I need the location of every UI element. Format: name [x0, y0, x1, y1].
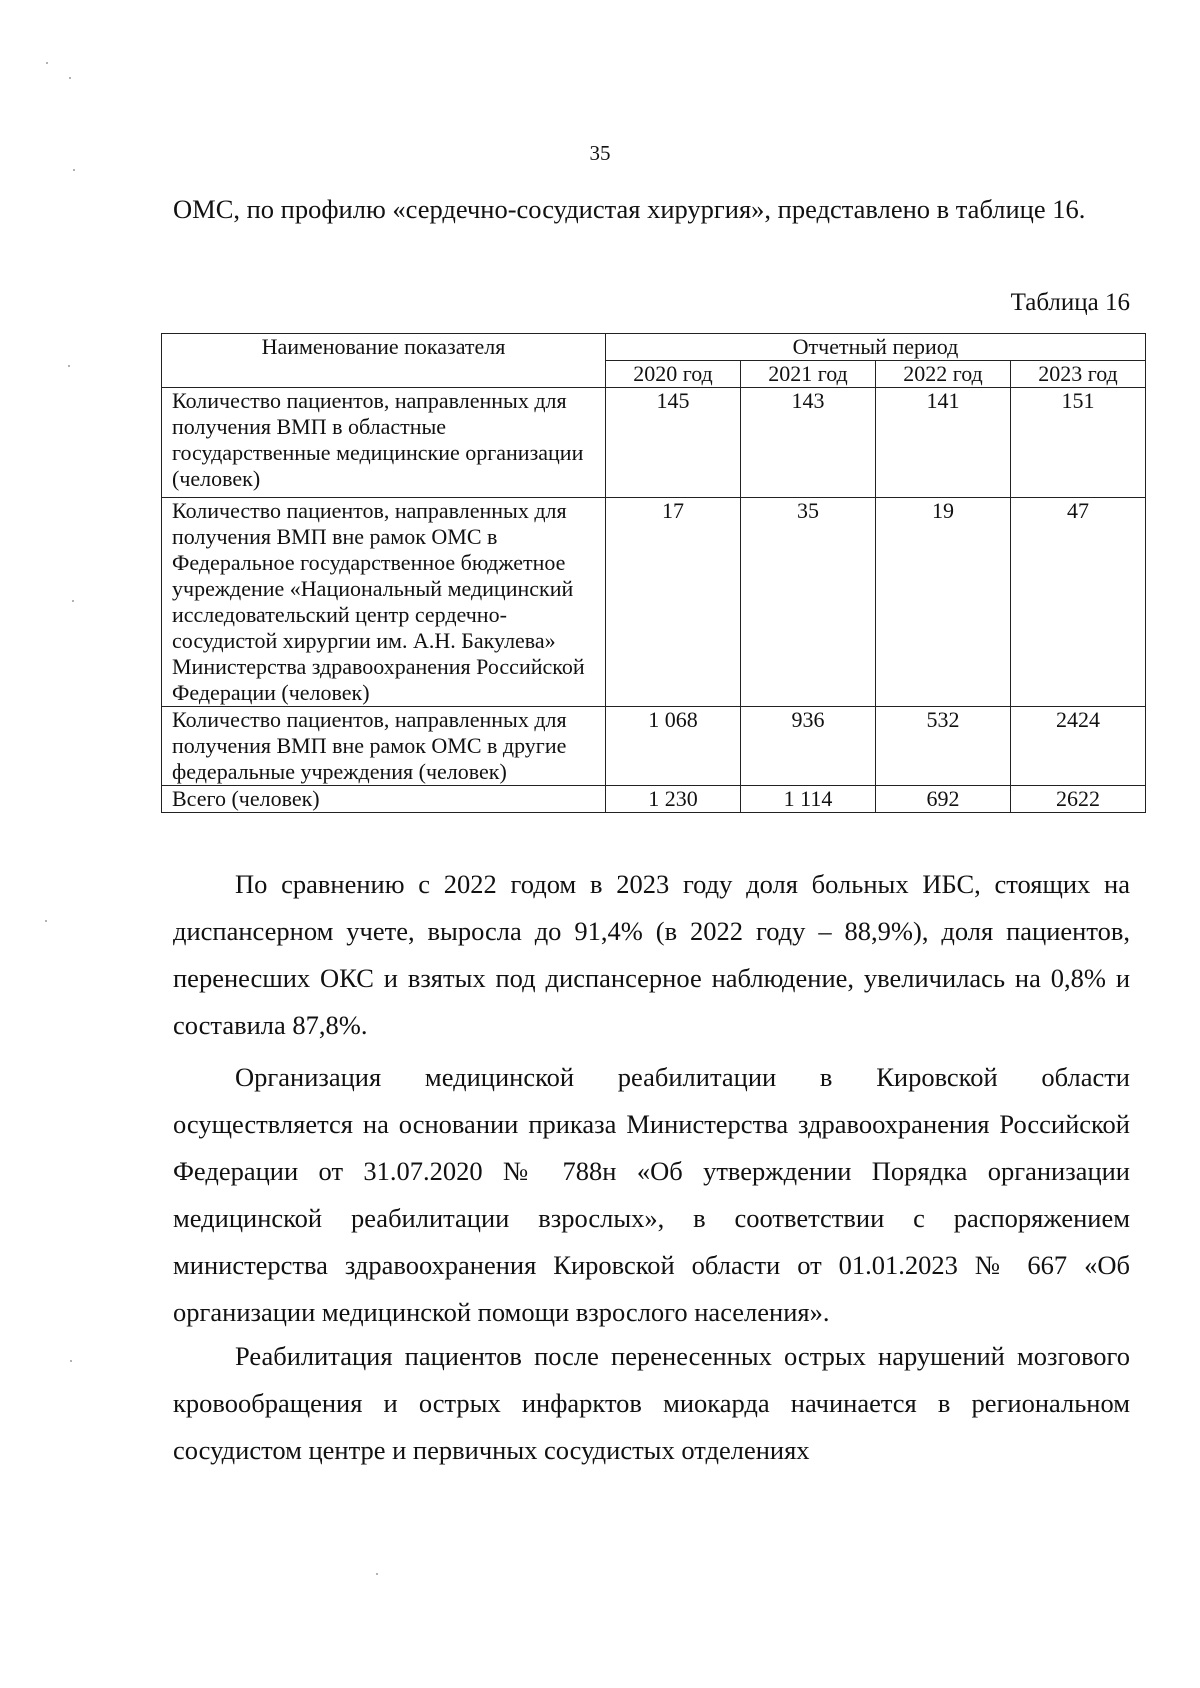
- scan-speck: [46, 62, 48, 64]
- scan-speck: [45, 920, 47, 922]
- row-value-2021: 143: [741, 388, 876, 498]
- scan-speck: [68, 365, 70, 367]
- row-value-2020: 1 068: [606, 707, 741, 786]
- intro-paragraph: ОМС, по профилю «сердечно-сосудистая хирургия», представлено в таблице 16.: [173, 194, 1086, 224]
- row-value-2023: 151: [1011, 388, 1146, 498]
- header-period: Отчетный период: [606, 334, 1146, 361]
- table-row: [162, 498, 1146, 707]
- paragraph-rehabilitation-start: Реабилитация пациентов после перенесенных острых нарушений мозгового кровообращения и острых инфарктов миокарда начинается в региональном сосудистом центре и первичных сосудистых отделениях: [173, 1341, 1130, 1465]
- scan-speck: [73, 169, 75, 171]
- header-year-2021: 2021 год: [741, 361, 876, 388]
- scan-speck: [72, 600, 74, 602]
- page-number: 35: [589, 141, 611, 165]
- scan-speck: [69, 77, 71, 79]
- row-value-2020: 145: [606, 388, 741, 498]
- header-year-2023: 2023 год: [1011, 361, 1146, 388]
- row-value-2021: 35: [741, 498, 876, 707]
- header-year-2020: 2020 год: [606, 361, 741, 388]
- row-value-2022: 532: [876, 707, 1011, 786]
- table-header-row: [162, 334, 1146, 361]
- paragraph-rehabilitation-organization: Организация медицинской реабилитации в Кировской области осуществляется на основании приказа Министерства здравоохранения Российской Федерации от 31.07.2020 № 788н «Об утверждении Порядка организации медицинской реабилитации взрослых», в соответствии с распоряжением министерства здравоохранения Кировской области от 01.01.2023 № 667 «Об организации медицинской помощи взрослого населения».: [173, 1062, 1130, 1327]
- row-value-2020: 1 230: [606, 786, 741, 813]
- paragraph-ibs-dispensary: По сравнению с 2022 годом в 2023 году доля больных ИБС, стоящих на диспансерном учете, выросла до 91,4% (в 2022 году – 88,9%), доля пациентов, перенесших ОКС и взятых под диспансерное наблюдение, увеличилась на 0,8% и составила 87,8%.: [173, 869, 1130, 1040]
- table-row: [162, 388, 1146, 498]
- row-label: Всего (человек): [162, 786, 606, 813]
- row-label: Количество пациентов, направленных для получения ВМП в областные государственные медицинские организации (человек): [162, 388, 606, 498]
- row-value-2021: 1 114: [741, 786, 876, 813]
- scan-speck: [70, 1360, 72, 1362]
- header-year-2022: 2022 год: [876, 361, 1011, 388]
- table-total-row: [162, 786, 1146, 813]
- table-row: [162, 707, 1146, 786]
- row-label: Количество пациентов, направленных для получения ВМП вне рамок ОМС в другие федеральные учреждения (человек): [162, 707, 606, 786]
- row-value-2023: 2424: [1011, 707, 1146, 786]
- row-value-2020: 17: [606, 498, 741, 707]
- table-caption: Таблица 16: [1010, 289, 1130, 316]
- row-value-2023: 47: [1011, 498, 1146, 707]
- row-value-2021: 936: [741, 707, 876, 786]
- row-value-2022: 692: [876, 786, 1011, 813]
- data-table: [161, 333, 1146, 813]
- scan-speck: [376, 1573, 378, 1575]
- row-value-2022: 19: [876, 498, 1011, 707]
- row-value-2023: 2622: [1011, 786, 1146, 813]
- row-value-2022: 141: [876, 388, 1011, 498]
- header-indicator: Наименование показателя: [162, 334, 606, 388]
- row-label: Количество пациентов, направленных для получения ВМП вне рамок ОМС в Федеральное государственное бюджетное учреждение «Национальный медицинский исследовательский центр сердечно-сосудистой хирургии им. А.Н. Бакулева» Министерства здравоохранения Российской Федерации (человек): [162, 498, 606, 707]
